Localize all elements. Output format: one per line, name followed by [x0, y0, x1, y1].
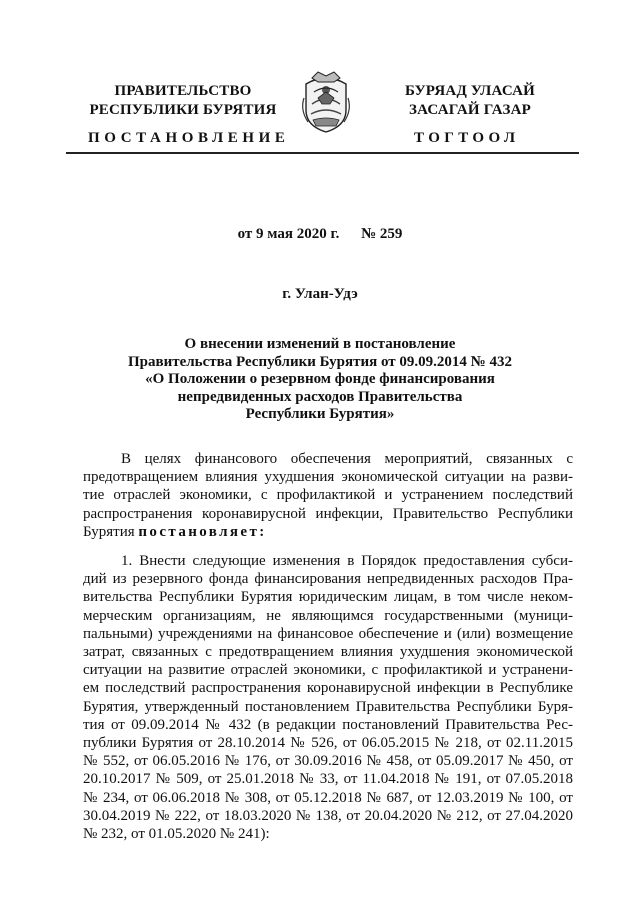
preamble-paragraph — [83, 450, 573, 541]
text-line: мерческим организациям, не являющимся государственными (муници- — [83, 607, 573, 624]
text-line: пальными) учреждениями на финансовое обеспечение и (или) возмещение — [83, 625, 573, 642]
text-line: Бурятия, утвержденный постановлением Правительства Республики Буря- — [83, 698, 573, 715]
text-line: № 234, от 06.06.2018 № 308, от 05.12.2018 № 687, от 12.03.2019 № 100, от — [83, 789, 573, 806]
document-date: от 9 мая 2020 г. — [237, 226, 340, 242]
text-line: тие отраслей экономики, с профилактикой и устранением последствий — [83, 487, 573, 504]
title-line: О внесении изменений в постановление — [184, 336, 456, 352]
text-line: распространения коронавирусной инфекции, Правительство Республики — [83, 505, 573, 522]
text-line: № 232, от 01.05.2020 № 241): — [83, 826, 270, 843]
title-line: Правительства Республики Бурятия от 09.09.2014 № 432 — [127, 353, 512, 370]
document-title — [100, 336, 540, 424]
text-fragment: Бурятия — [83, 523, 139, 540]
text-line: затрат, связанных с предотвращением влияния ухудшения экономической — [83, 644, 573, 661]
text-line: вительства Республики Бурятия юридическим лицам, в том числе неком- — [83, 589, 573, 606]
text-line: № 552, от 06.05.2016 № 176, от 30.09.2016 № 458, от 05.09.2017 № 450, от — [83, 753, 573, 770]
text-line: предотвращением влияния ухудшения экономической ситуации на разви- — [83, 469, 573, 486]
header-divider — [66, 152, 579, 154]
header-right-line1: БУРЯАД УЛАСАЙ — [404, 83, 536, 99]
title-line: «О Положении о резервном фонде финансирования — [145, 371, 495, 387]
text-line: В целях финансового обеспечения мероприятий, связанных с — [121, 451, 573, 467]
document-city: г. Улан-Удэ — [282, 286, 358, 302]
text-line: 20.10.2017 № 509, от 25.01.2018 № 33, от 11.04.2018 № 191, от 07.05.2018 — [83, 771, 573, 788]
text-line: 30.04.2019 № 222, от 18.03.2020 № 138, от 20.04.2020 № 212, от 27.04.2020 — [83, 807, 573, 824]
date-number-line — [0, 226, 640, 243]
text-line — [83, 523, 573, 541]
title-line: непредвиденных расходов Правительства — [177, 388, 463, 405]
text-line: 1. Внести следующие изменения в Порядок предоставления субси- — [121, 553, 573, 569]
text-line: ем последствий распространения коронавирусной инфекции в Республике — [83, 680, 573, 697]
header-left — [88, 82, 278, 120]
title-line: Республики Бурятия» — [245, 406, 395, 422]
header-left-line2: РЕСПУБЛИКИ БУРЯТИЯ — [89, 102, 277, 118]
doc-type-right: ТОГТООЛ — [414, 130, 520, 146]
doc-type-left: ПОСТАНОВЛЕНИЕ — [88, 130, 290, 146]
header-right-line2: ЗАСАГАЙ ГАЗАР — [409, 102, 531, 118]
header-right — [390, 82, 550, 120]
decree-keyword: постановляет: — [138, 523, 267, 540]
text-line: ситуации на развитие отраслей экономики, с профилактикой и устранени- — [83, 662, 573, 679]
text-line: тия от 09.09.2014 № 432 (в редакции постановлений Правительства Рес- — [83, 716, 573, 733]
clause-1-paragraph — [83, 552, 573, 843]
document-number: № 259 — [361, 226, 403, 242]
text-line: публики Бурятия от 28.10.2014 № 526, от 06.05.2015 № 218, от 02.11.2015 — [83, 735, 573, 752]
header-left-line1: ПРАВИТЕЛЬСТВО — [114, 83, 252, 99]
coat-of-arms-emblem — [298, 70, 354, 134]
text-line: дий из резервного фонда финансирования непредвиденных расходов Пра- — [83, 571, 573, 588]
